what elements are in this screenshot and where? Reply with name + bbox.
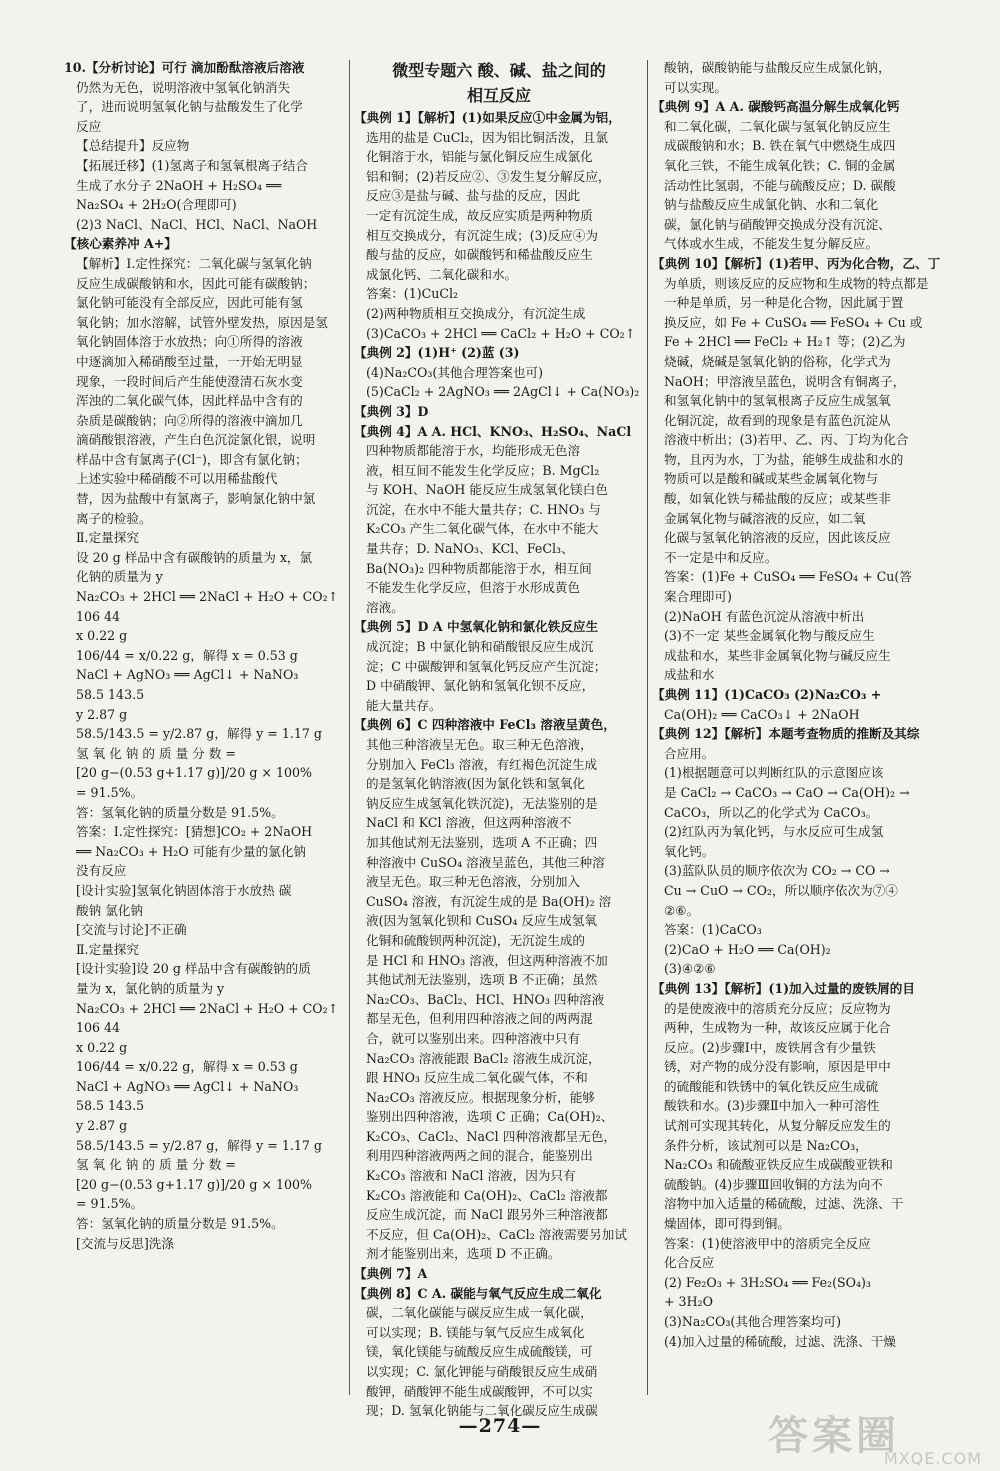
text-line: Na₂CO₃ 和硫酸亚铁反应生成碳酸亚铁和 [664,1157,893,1173]
text-line: 钠反应生成氢氧化铁沉淀)，无法鉴别的是 [366,795,598,811]
text-line: 【典例 7】A [354,1266,428,1282]
text-line: 替，因为盐酸中有氯离子，影响氯化钠中氯 [76,491,316,507]
text-line: 106 44 [76,1020,121,1036]
text-line: 反应 [76,118,102,134]
text-line: 氯化钠可能没有全部反应，因此可能有氢 [76,295,303,311]
text-line: 液，相互间不能发生化学反应；B. MgCl₂ [366,462,600,478]
text-line: 液(因为氢氧化钡和 CuSO₄ 反应生成氢氧 [366,913,597,929]
text-line: 燥固体，即可得到铜。 [664,1216,790,1232]
text-line: 【典例 5】D A 中氢氧化钠和氯化铁反应生 [354,619,599,635]
text-line: 【典例 4】A A. HCl、KNO₃、H₂SO₄、NaCl [354,423,632,439]
page-number: —274— [458,1415,542,1437]
text-line: 【典例 10】【解析】(1)若甲、丙为化合物，乙、丁 [652,255,941,271]
text-line: ②⑥。 [664,902,700,918]
text-line: 上述实验中稀硝酸不可以用稀盐酸代 [76,471,278,487]
text-line: 酸铁和水。(3)步骤Ⅱ中加入一种可溶性 [664,1098,880,1114]
text-line: 【典例 6】C 四种溶液中 FeCl₃ 溶液呈黄色， [354,717,616,733]
text-line: 58.5/143.5 = y/2.87 g，解得 y = 1.17 g [76,726,322,742]
text-line: 酸钠，碳酸钠能与盐酸反应生成氯化钠， [664,60,891,75]
text-line: 量共存；D. NaNO₃、KCl、FeCl₃、 [366,541,574,557]
text-line: 答：氢氧化钠的质量分数是 91.5%。 [76,804,284,820]
text-line: (2)NaOH 有蓝色沉淀从溶液中析出 [664,608,865,624]
text-line: 成氯化钙、二氧化碳和水。 [366,266,518,282]
text-line: 【典例 3】D [354,403,429,419]
text-line: 液呈无色。取三种无色溶液，分别加入 [366,874,581,890]
column-divider [647,60,648,1395]
text-line: 可以实现；B. 镁能与氧气反应生成氧化 [366,1324,585,1340]
text-line: 浑浊的二氧化碳气体，因此样品中含有的 [76,393,303,409]
text-line: (5)CaCl₂ + 2AgNO₃ ══ 2AgCl↓ + Ca(NO₃)₂ [366,384,640,400]
text-line: y 2.87 g [76,1118,128,1134]
text-line: 不反应，但 Ca(OH)₂、CaCl₂ 溶液需要另加试 [366,1226,627,1242]
text-line: 换反应，如 Fe + CuSO₄ ══ FeSO₄ + Cu 或 [664,314,923,330]
text-line: NaCl + AgNO₃ ══ AgCl↓ + NaNO₃ [76,667,299,683]
text-line: 活动性比氢弱，不能与硫酸反应；D. 碳酸 [664,177,896,193]
text-line: Na₂CO₃ 溶液反应。根据现象分析，能够 [366,1089,595,1105]
text-line: 硫酸钠。(4)步骤Ⅲ回收铜的方法为向不 [664,1176,883,1192]
text-line: Cu → CuO → CO₂，所以顺序依次为⑦④ [664,882,898,898]
text-line: (3)不一定 某些金属氧化物与酸反应生 [664,628,875,644]
text-line: 镁，氧化镁能与硫酸反应生成硫酸镁，可 [366,1344,593,1360]
text-line: 钠与盐酸反应生成氯化钠、水和二氧化 [664,197,879,213]
text-line: 生成了水分子 2NaOH + H₂SO₄ ══ [76,177,282,193]
text-line: 种溶液中 CuSO₄ 溶液呈蓝色，其他三种溶 [366,854,605,870]
text-line: [交流与讨论]不正确 [76,922,187,938]
text-line: 淀；C 中碳酸钾和氢氧化钙反应产生沉淀； [366,658,607,674]
text-line: (2)CaO + H₂O ══ Ca(OH)₂ [664,941,831,957]
column-left [64,58,346,1253]
text-line: 58.5 143.5 [76,1098,145,1114]
text-line: y 2.87 g [76,706,128,722]
text-line: = 91.5%。 [76,784,144,800]
text-line: 不一定是中和反应。 [664,549,778,565]
section-heading: 微型专题六 酸、碱、盐之间的 [392,61,606,80]
text-line: 其他三种溶液呈无色。取三种无色溶液， [366,737,593,752]
text-line: (4)Na₂CO₃(其他合理答案也可) [366,364,544,380]
text-line: 能大量共存。 [366,697,442,713]
text-line: 106/44 = x/0.22 g，解得 x = 0.53 g [76,647,298,663]
text-line: (3)蓝队队员的顺序依次为 CO₂ → CO → [664,863,890,879]
text-line: D 中硝酸钾、氯化钠和氢氧化钡不反应， [366,678,595,694]
text-line: 剂才能鉴别出来，选项 D 不正确。 [366,1246,561,1262]
text-line: CuSO₄ 溶液，有沉淀生成的是 Ba(OH)₂ 溶 [366,893,612,909]
text-line: 利用四种溶液两两之间的混合，能鉴别出 [366,1148,593,1164]
text-line: NaOH；甲溶液呈蓝色，说明含有铜离子， [664,373,906,389]
text-line: = 91.5%。 [76,1196,144,1212]
text-line: 成沉淀；B 中氯化钠和硝酸银反应生成沉 [366,639,594,655]
text-line: Ⅱ.定量探究 [76,941,139,957]
text-line: 化铜沉淀，故看到的现象是有蓝色沉淀从 [664,412,891,428]
text-line: 设 20 g 样品中含有碳酸钠的质量为 x，氯 [76,549,313,565]
text-line: K₂CO₃ 溶液能和 Ca(OH)₂、CaCl₂ 溶液都 [366,1187,608,1203]
text-line: 试剂可实现其转化，从复分解反应发生的 [664,1118,891,1134]
text-line: (3)Na₂CO₃(其他合理答案均可) [664,1314,842,1329]
watermark-logo [768,1404,988,1468]
text-line: 金属氧化物与碱溶液的反应，如二氧 [664,510,866,526]
text-line: 是 CaCl₂ → CaCO₃ → CaO → Ca(OH)₂ → [664,784,910,800]
text-line: 其他试剂无法鉴别，选项 B 不正确；虽然 [366,972,598,988]
text-line: 106/44 = x/0.22 g，解得 x = 0.53 g [76,1059,298,1075]
text-line: Fe + 2HCl ══ FeCl₂ + H₂↑ 等；(2)乙为 [664,334,906,350]
text-line: CaCO₃，所以乙的化学式为 CaCO₃。 [664,804,879,820]
text-line: 现象，一段时间后产生能使澄清石灰水变 [76,373,303,389]
text-line: (2)两种物质相互交换成分，有沉淀生成 [366,305,586,321]
text-line: 成碳酸钠和水；B. 铁在氧气中燃烧生成四 [664,138,896,154]
text-line: 和二氧化碳，二氧化碳与氢氧化钠反应生 [664,118,891,134]
text-line: Na₂CO₃ + 2HCl ══ 2NaCl + H₂O + CO₂↑ [76,589,339,605]
text-line: [交流与反思]洗涤 [76,1235,174,1251]
text-line: + 3H₂O [664,1294,713,1310]
text-line: 酸与盐的反应，如碳酸钙和稀盐酸反应生 [366,247,593,263]
text-line: 离子的检验。 [76,510,152,526]
text-line: 分别加入 FeCl₃ 溶液，有红褐色沉淀生成 [366,756,598,772]
text-line: 答案：(1)CuCl₂ [366,286,459,302]
text-line: 可以实现。 [664,79,727,95]
text-line: 反应。(2)步骤Ⅰ中，废铁屑含有少量铁 [664,1039,876,1055]
text-line: (3)CaCO₃ + 2HCl ══ CaCl₂ + H₂O + CO₂↑ [366,325,636,341]
text-line: [20 g−(0.53 g+1.17 g)]/20 g × 100% [76,765,312,781]
text-line: 答案：(1)Fe + CuSO₄ ══ FeSO₄ + Cu(答 [664,569,912,585]
text-line: 溶物中加入适量的稀硫酸，过滤、洗涤、干 [664,1196,904,1212]
watermark-url: MXQE.COM [883,1449,982,1468]
text-line: (2)红队丙为氧化钙，与水反应可生成氢 [664,824,884,840]
text-line: (4)加入过量的稀硫酸，过滤、洗涤、干燥 [664,1333,896,1349]
text-line: 选用的盐是 CuCl₂，因为铝比铜活泼，且氯 [366,129,608,145]
text-line: 合应用。 [664,745,715,761]
text-line: 沉淀，在水中不能大量共存；C. HNO₃ 与 [366,501,601,517]
text-line: (3)④②⑥ [664,961,716,977]
text-line: (1)根据题意可以判断红队的示意图应该 [664,765,884,781]
text-line: 酸，如氧化铁与稀盐酸的反应；或某些非 [664,491,891,507]
text-line: 量为 x，氯化钠的质量为 y [76,980,225,996]
text-line: 【典例 12】【解析】本题考查物质的推断及其综 [652,726,920,742]
text-line: K₂CO₃、CaCl₂、NaCl 四种溶液都呈无色， [366,1128,617,1144]
text-line: 溶液中析出；(3)若甲、乙、丙、丁均为化合 [664,432,909,448]
text-line: 氢 氧 化 钠 的 质 量 分 数 = [76,1157,236,1173]
text-line: 铝和铜；(2)若反应②、③发生复分解反应， [366,168,611,184]
text-line: 合，就可以鉴别出来。四种溶液中只有 [366,1030,581,1046]
text-line: 了，进而说明氢氧化钠与盐酸发生了化学 [76,99,303,115]
text-line: 物，且丙为水，丁为盐，能够生成盐和水的 [664,451,904,467]
text-line: 答案：Ⅰ.定性探究：[猜想]CO₂ + 2NaOH [76,824,313,840]
text-line: 为单质，则该反应的反应物和生成物的特点都是 [664,275,929,291]
text-line: 案合理即可) [664,589,732,605]
text-line: ══ Na₂CO₃ + H₂O 可能有少量的氯化钠 [76,843,307,859]
text-line: Na₂CO₃ 溶液能跟 BaCl₂ 溶液生成沉淀， [366,1050,601,1066]
text-line: 氧化三铁，不能生成氧化铁；C. 铜的金属 [664,157,896,173]
text-line: 滴硝酸银溶液，产生白色沉淀氯化银，说明 [76,432,316,448]
text-line: (2)3 NaCl、NaCl、HCl、NaCl、NaOH [76,216,318,232]
text-line: 【典例 8】C A. 碳能与氧气反应生成二氧化 [354,1285,602,1301]
text-line: 以实现；C. 氯化钾能与硝酸银反应生成硝 [366,1364,598,1379]
text-line: 现；D. 氢氧化钠能与二氧化碳反应生成碳 [366,1403,598,1419]
text-line: 条件分析，该试剂可以是 Na₂CO₃， [664,1137,868,1153]
text-line: 中逐滴加入稀硝酸至过量，一开始无明显 [76,353,303,369]
text-line: 化合反应 [664,1255,715,1271]
text-line: 碳，二氧化碳能与碳反应生成一氧化碳， [366,1305,593,1321]
text-line: 一种是单质，另一种是化合物，因此属于置 [664,295,904,311]
text-line: [20 g−(0.53 g+1.17 g)]/20 g × 100% [76,1176,312,1192]
text-line: 的硫酸能和铁锈中的氧化铁反应生成硫 [664,1078,879,1094]
text-line: 四种物质都能溶于水，均能形成无色溶 [366,443,581,459]
text-line: NaCl + AgNO₃ ══ AgCl↓ + NaNO₃ [76,1078,299,1094]
text-line: Ba(NO₃)₂ 四种物质都能溶于水，相互间 [366,560,592,576]
text-line: 物质可以是酸和碱或某些金属氧化物与 [664,471,879,487]
text-line: 答：氢氧化钠的质量分数是 91.5%。 [76,1216,284,1232]
text-line: K₂CO₃ 溶液和 NaCl 溶液，因为只有 [366,1168,576,1184]
text-line: 都呈无色，但利用四种溶液之间的两两混 [366,1011,593,1027]
text-line: 碳，氯化钠与硝酸钾交换成分没有沉淀、 [664,216,891,232]
text-line: 氧化钠固体溶于水放热；向①所得的溶液 [76,334,303,350]
text-line: 成盐和水 [664,667,715,683]
text-line: x 0.22 g [76,628,128,644]
text-line: [设计实验]氢氧化钠固体溶于水放热 碳 [76,882,292,898]
text-line: 【典例 9】A A. 碳酸钙高温分解生成氧化钙 [652,99,900,115]
text-line: 【典例 13】【解析】(1)加入过量的废铁屑的目 [652,980,915,996]
text-line: 答案：(1)CaCO₃ [664,922,762,938]
text-line: 反应生成沉淀，而 NaCl 跟另外三种溶液都 [366,1207,608,1223]
text-line: [设计实验]设 20 g 样品中含有碳酸钠的质 [76,961,311,977]
text-line: 106 44 [76,608,121,624]
text-line: 【解析】Ⅰ.定性探究：二氧化碳与氢氧化钠 [76,255,312,271]
text-line: K₂CO₃ 产生二氧化碳气体，在水中不能大 [366,521,599,537]
text-line: 气体或水生成，不能发生复分解反应。 [664,236,879,252]
text-line: 样品中含有氯离子(Cl⁻)，即含有氯化钠； [76,451,308,467]
text-line: 酸钠 氯化钠 [76,902,143,918]
text-line: 58.5/143.5 = y/2.87 g，解得 y = 1.17 g [76,1137,322,1153]
text-line: 锈，对产物的成分没有影响，原因是甲中 [664,1059,891,1075]
text-line: 【拓展迁移】(1)氢离子和氢氧根离子结合 [76,157,308,173]
text-line: Na₂CO₃、BaCl₂、HCl、HNO₃ 四种溶液 [366,991,605,1007]
text-line: 10.【分析讨论】可行 滴加酚酞溶液后溶液 [64,60,305,75]
text-line: (2) Fe₂O₃ + 3H₂SO₄ ══ Fe₂(SO₄)₃ [664,1274,871,1290]
text-line: 杂质是碳酸钠；向②所得的溶液中滴加几 [76,412,303,428]
column-right [652,58,942,1351]
text-line: 与 KOH、NaOH 能反应生成氢氧化镁白色 [366,482,608,498]
text-line: 两种，生成物为一种，故该反应属于化合 [664,1020,891,1036]
text-line: 氧化钠；加水溶解，试管外壁发热，原因是氢 [76,314,328,330]
text-line: 化钠的质量为 y [76,569,163,585]
text-line: 的是使废液中的溶质充分反应；反应物为 [664,1000,891,1016]
text-line: x 0.22 g [76,1039,128,1055]
text-line: 一定有沉淀生成，故反应实质是两种物质 [366,207,593,223]
text-line: 不能发生化学反应，但溶于水形成黄色 [366,580,581,596]
text-line: 化铜和硫酸钡两种沉淀)，无沉淀生成的 [366,932,586,948]
text-line: 【总结提升】反应物 [76,138,190,154]
text-line: 反应③是盐与碱、盐与盐的反应，因此 [366,188,581,204]
text-line: 相互交换成分，有沉淀生成；(3)反应④为 [366,227,598,243]
text-line: Ca(OH)₂ ══ CaCO₃↓ + 2NaOH [664,706,860,722]
text-line: 成盐和水，某些非金属氧化物与碱反应生 [664,647,891,663]
text-line: 跟 HNO₃ 反应生成二氧化碳气体，不和 [366,1070,588,1086]
text-line: Na₂SO₄ + 2H₂O(合理即可) [76,197,237,213]
section-heading: 相互反应 [466,86,531,105]
text-line: Ⅱ.定量探究 [76,530,139,546]
text-line: 的是氢氧化钠溶液(因为氯化铁和氢氧化 [366,776,586,792]
text-line: 酸钾，硝酸钾不能生成碳酸钾，不可以实 [366,1383,593,1399]
text-line: 是 HCl 和 HNO₃ 溶液，但这两种溶液不加 [366,952,608,968]
column-middle [354,58,644,1421]
text-line: 没有反应 [76,863,127,879]
text-line: 【典例 2】(1)H⁺ (2)蓝 (3) [354,345,520,361]
text-line: 【典例 1】【解析】(1)如果反应①中金属为铝， [354,110,621,125]
text-line: 溶液。 [366,599,404,615]
text-line: 【典例 11】(1)CaCO₃ (2)Na₂CO₃ + [652,687,882,702]
text-line: 氧化钙。 [664,843,715,859]
watermark-text: 答案圈 [768,1413,900,1459]
text-line: 鉴别出四种溶液，选项 C 正确；Ca(OH)₂、 [366,1109,614,1125]
text-line: 【核心素养冲 A+】 [64,236,177,252]
text-line: 答案：(1)使溶液甲中的溶质完全反应 [664,1235,871,1251]
text-line: 和氢氧化钠中的氢氧根离子反应生成氢氧 [664,393,891,409]
column-divider [349,60,350,1395]
text-line: NaCl 和 KCl 溶液，但这两种溶液不 [366,815,572,831]
text-line: 烧碱，烧碱是氢氧化钠的俗称，化学式为 [664,353,891,369]
text-line: 氢 氧 化 钠 的 质 量 分 数 = [76,745,236,761]
text-line: 化碳与氢氧化钠溶液的反应，因此该反应 [664,530,891,546]
text-line: Na₂CO₃ + 2HCl ══ 2NaCl + H₂O + CO₂↑ [76,1000,339,1016]
text-line: 化铜溶于水，铝能与氯化铜反应生成氯化 [366,149,593,165]
text-line: 仍然为无色，说明溶液中氢氧化钠消失 [76,79,291,95]
text-line: 加其他试剂无法鉴别，选项 A 不正确；四 [366,834,598,850]
text-line: 58.5 143.5 [76,687,145,702]
text-line: 反应生成碳酸钠和水，因此可能有碳酸钠； [76,275,316,291]
